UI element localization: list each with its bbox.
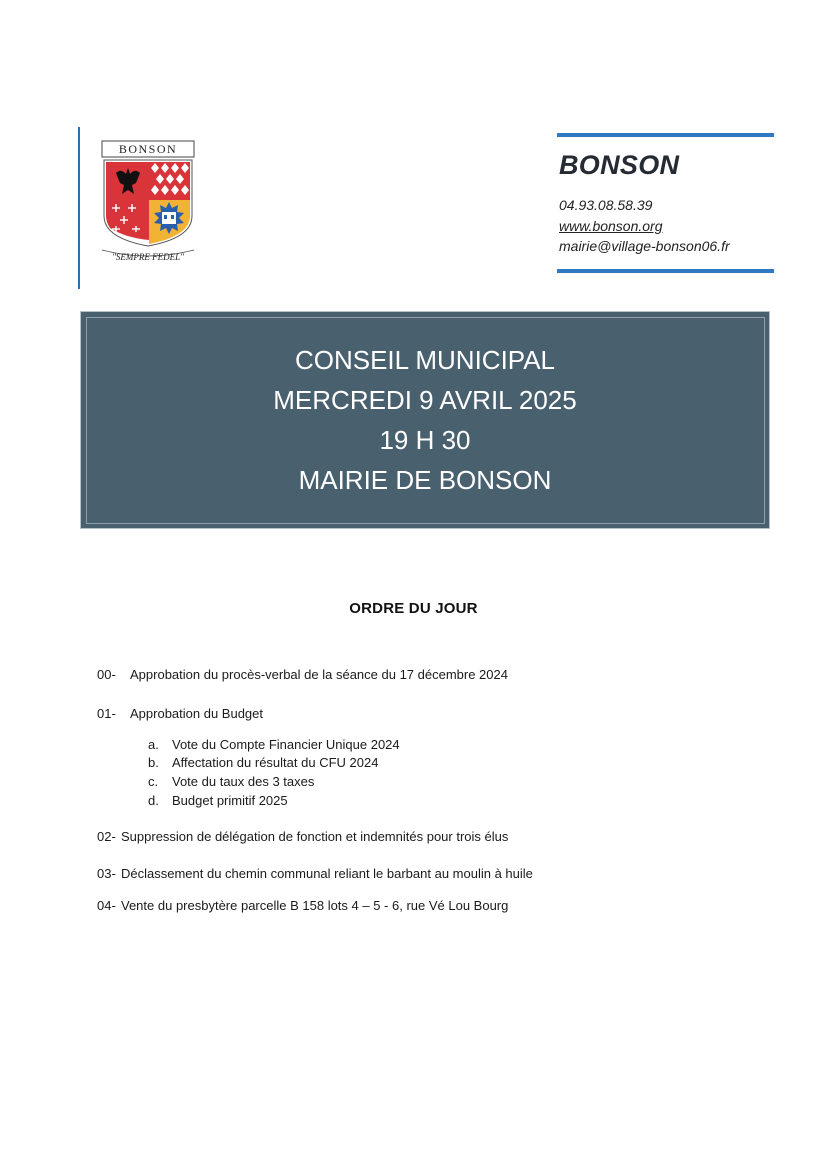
banner-line-location: MAIRIE DE BONSON xyxy=(298,465,552,495)
contact-website-link[interactable]: www.bonson.org xyxy=(559,217,663,234)
header-divider-vertical xyxy=(78,127,80,289)
agenda-item-04 xyxy=(97,898,508,913)
budget-subitem-c xyxy=(148,774,314,789)
agenda-item-00 xyxy=(97,667,508,682)
agenda-item-text: Suppression de délégation de fonction et indemnités pour trois élus xyxy=(121,829,509,844)
agenda-item-number: 01- xyxy=(97,706,116,721)
agenda-item-number: 02- xyxy=(97,829,116,844)
subitem-text: Vote du Compte Financier Unique 2024 xyxy=(172,737,400,752)
budget-subitem-b xyxy=(148,755,378,770)
subitem-letter: c. xyxy=(148,774,159,789)
crest-top-label: BONSON xyxy=(118,142,178,156)
agenda-item-number: 03- xyxy=(97,866,116,881)
agenda-item-text: Déclassement du chemin communal reliant le barbant au moulin à huile xyxy=(121,866,533,881)
subitem-text: Affectation du résultat du CFU 2024 xyxy=(172,755,379,770)
budget-subitem-d xyxy=(148,793,288,808)
contact-email: mairie@village-bonson06.fr xyxy=(559,238,730,254)
contact-phone: 04.93.08.58.39 xyxy=(559,197,653,213)
agenda-item-01 xyxy=(97,706,263,721)
agenda-item-number: 04- xyxy=(97,898,116,913)
subitem-letter: b. xyxy=(148,755,159,770)
crest-motto: "SEMPRE FEDEL" xyxy=(112,252,184,262)
agenda-item-text: Vente du presbytère parcelle B 158 lots 4 – 5 - 6, rue Vé Lou Bourg xyxy=(121,898,509,913)
agenda-title: ORDRE DU JOUR xyxy=(349,600,478,617)
contact-divider-top xyxy=(557,133,774,137)
subitem-letter: d. xyxy=(148,793,159,808)
banner-line-date: MERCREDI 9 AVRIL 2025 xyxy=(273,385,577,415)
banner-line-council: CONSEIL MUNICIPAL xyxy=(294,345,556,375)
agenda-item-text: Approbation du procès-verbal de la séance du 17 décembre 2024 xyxy=(130,667,508,682)
contact-divider-bottom xyxy=(557,269,774,273)
agenda-item-03 xyxy=(97,866,533,881)
subitem-letter: a. xyxy=(148,737,159,752)
contact-name: BONSON xyxy=(559,150,680,180)
banner-line-time: 19 H 30 xyxy=(379,425,471,455)
meeting-banner xyxy=(80,311,770,529)
agenda-item-text: Approbation du Budget xyxy=(130,706,263,721)
contact-block xyxy=(559,150,730,257)
coat-of-arms-logo xyxy=(98,138,198,268)
subitem-text: Vote du taux des 3 taxes xyxy=(172,774,315,789)
agenda-item-02 xyxy=(97,829,508,844)
budget-subitem-a xyxy=(148,737,400,752)
agenda-item-number: 00- xyxy=(97,667,116,682)
subitem-text: Budget primitif 2025 xyxy=(172,793,288,808)
